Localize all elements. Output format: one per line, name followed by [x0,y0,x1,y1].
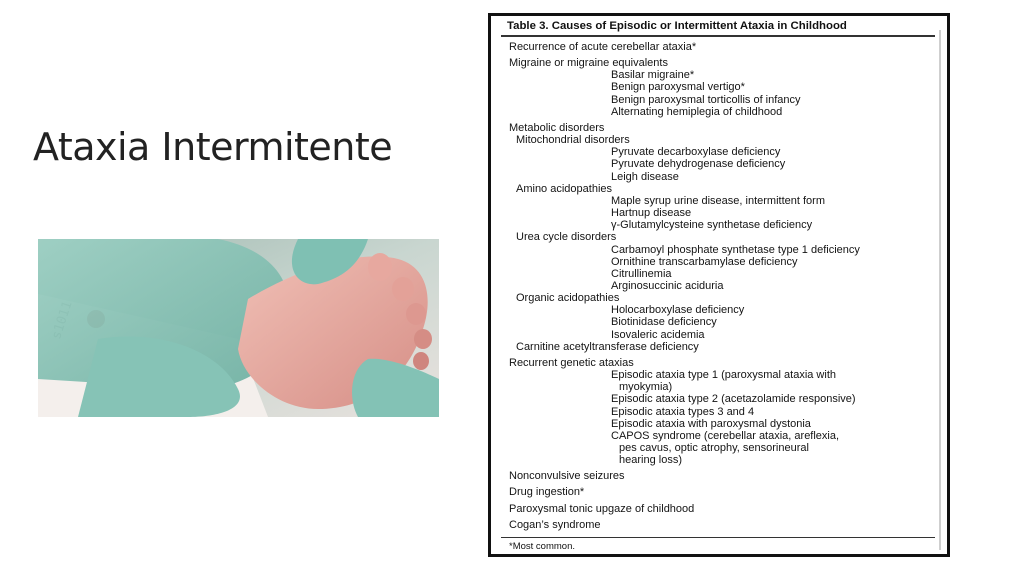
table-row: Maple syrup urine disease, intermittent form [611,194,825,207]
heel-prick-photo [38,239,439,417]
table-row: Episodic ataxia with paroxysmal dystonia [611,417,811,430]
table-row: Hartnup disease [611,207,692,220]
table-row: Ornithine transcarbamylase deficiency [611,255,798,268]
table-row: Benign paroxysmal vertigo* [611,81,745,94]
table-row: Episodic ataxia types 3 and 4 [611,405,755,418]
table-rows [501,37,935,531]
table-row: Recurrence of acute cerebellar ataxia* [509,41,697,53]
table-row: Migraine or migraine equivalents [509,57,668,70]
photo-illustration [38,239,439,417]
table-row: Isovaleric acidemia [611,328,705,341]
table-row: Mitochondrial disorders [516,134,630,147]
table-row: Arginosuccinic aciduria [611,279,724,292]
table-row: Benign paroxysmal torticollis of infancy [611,93,801,106]
table-row: Carnitine acetyltransferase deficiency [516,340,699,353]
table-row: Urea cycle disorders [516,231,617,244]
table-row: hearing loss) [619,454,682,467]
table-row: Drug ingestion* [509,486,585,499]
table-title: Table 3. Causes of Episodic or Intermittent Ataxia in Childhood [501,18,935,37]
table-row: Alternating hemiplegia of childhood [611,105,783,118]
table-row: Citrullinemia [611,267,672,280]
table-row: Cogan’s syndrome [509,518,601,531]
table-row: Holocarboxylase deficiency [611,304,745,317]
table-row: CAPOS syndrome (cerebellar ataxia, areflexia, [611,429,840,442]
table-row: Biotinidase deficiency [611,316,717,329]
table-row: Pyruvate decarboxylase deficiency [611,146,781,159]
table-row: Basilar migraine* [611,69,695,82]
table-row: Organic acidopathies [516,292,620,305]
table-row: Episodic ataxia type 1 (paroxysmal ataxia with [611,369,836,382]
table-footnote: *Most common. [509,540,575,552]
table-row: Carbamoyl phosphate synthetase type 1 deficiency [611,243,860,256]
table-row: Metabolic disorders [509,121,605,134]
table-row: Leigh disease [611,170,679,183]
table-row: Episodic ataxia type 2 (acetazolamide responsive) [611,393,856,406]
table-row: Pyruvate dehydrogenase deficiency [611,158,786,171]
table-row: pes cavus, optic atrophy, sensorineural [619,442,809,454]
slide-title: Ataxia Intermitente [33,125,393,170]
table-row: Nonconvulsive seizures [509,470,625,483]
table-row: γ-Glutamylcysteine synthetase deficiency [611,219,813,232]
table-row: Recurrent genetic ataxias [509,356,634,369]
causes-table-figure [488,13,950,557]
table-row: Amino acidopathies [516,182,613,195]
table-row: Paroxysmal tonic upgaze of childhood [509,502,695,515]
table-row: myokymia) [619,381,673,394]
scan-edge [939,30,941,550]
